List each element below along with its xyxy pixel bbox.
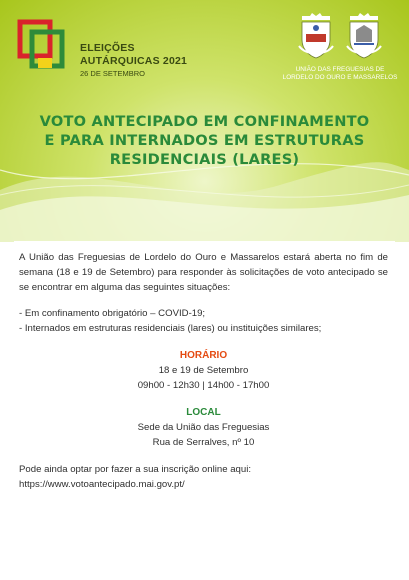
headline-line2: E PARA INTERNADOS EM ESTRUTURAS	[44, 132, 365, 149]
coats-of-arms	[290, 12, 390, 62]
intro-paragraph: A União das Freguesias de Lordelo do Ouro e Massarelos estará aberta no fim de semana (18 e 19 de Setembro) para responder às solicitações de voto antecipado se se encontrar em alguma das seguintes situações:	[19, 252, 388, 293]
schedule-label: HORÁRIO	[179, 350, 228, 361]
election-line1: ELEIÇÕES	[80, 42, 135, 54]
online-text: Pode ainda optar por fazer a sua inscrição online aqui:	[19, 464, 251, 475]
bullet-confinement: - Em confinamento obrigatório – COVID-19;	[19, 308, 206, 319]
header-banner	[0, 0, 409, 242]
coat-of-arms-lordelo-icon	[296, 12, 336, 60]
elections-logo-icon	[16, 18, 68, 74]
election-line2: AUTÁRQUICAS 2021	[80, 55, 188, 67]
headline	[0, 112, 409, 169]
location-label: LOCAL	[186, 407, 221, 418]
location-line1: Sede da União das Freguesias	[137, 422, 270, 433]
coat-of-arms-massarelos-icon	[344, 12, 384, 60]
online-link[interactable]: https://www.votoantecipado.mai.gov.pt/	[19, 479, 185, 490]
parish-union-name	[278, 66, 402, 82]
headline-line3: RESIDENCIAIS (LARES)	[109, 151, 300, 168]
election-date: 26 DE SETEMBRO	[80, 69, 146, 78]
headline-line1: VOTO ANTECIPADO EM CONFINAMENTO	[39, 113, 370, 130]
schedule-dates: 18 e 19 de Setembro	[158, 365, 249, 376]
schedule-hours: 09h00 - 12h30 | 14h00 - 17h00	[137, 380, 270, 391]
bullet-residential: - Internados em estruturas residenciais (lares) ou instituições similares;	[19, 323, 322, 334]
location-line2: Rua de Serralves, nº 10	[152, 437, 255, 448]
union-line2: LORDELO DO OURO E MASSARELOS	[282, 74, 398, 81]
union-line1: UNIÃO DAS FREGUESIAS DE	[295, 66, 385, 73]
info-body	[19, 250, 388, 492]
election-title	[80, 42, 187, 78]
